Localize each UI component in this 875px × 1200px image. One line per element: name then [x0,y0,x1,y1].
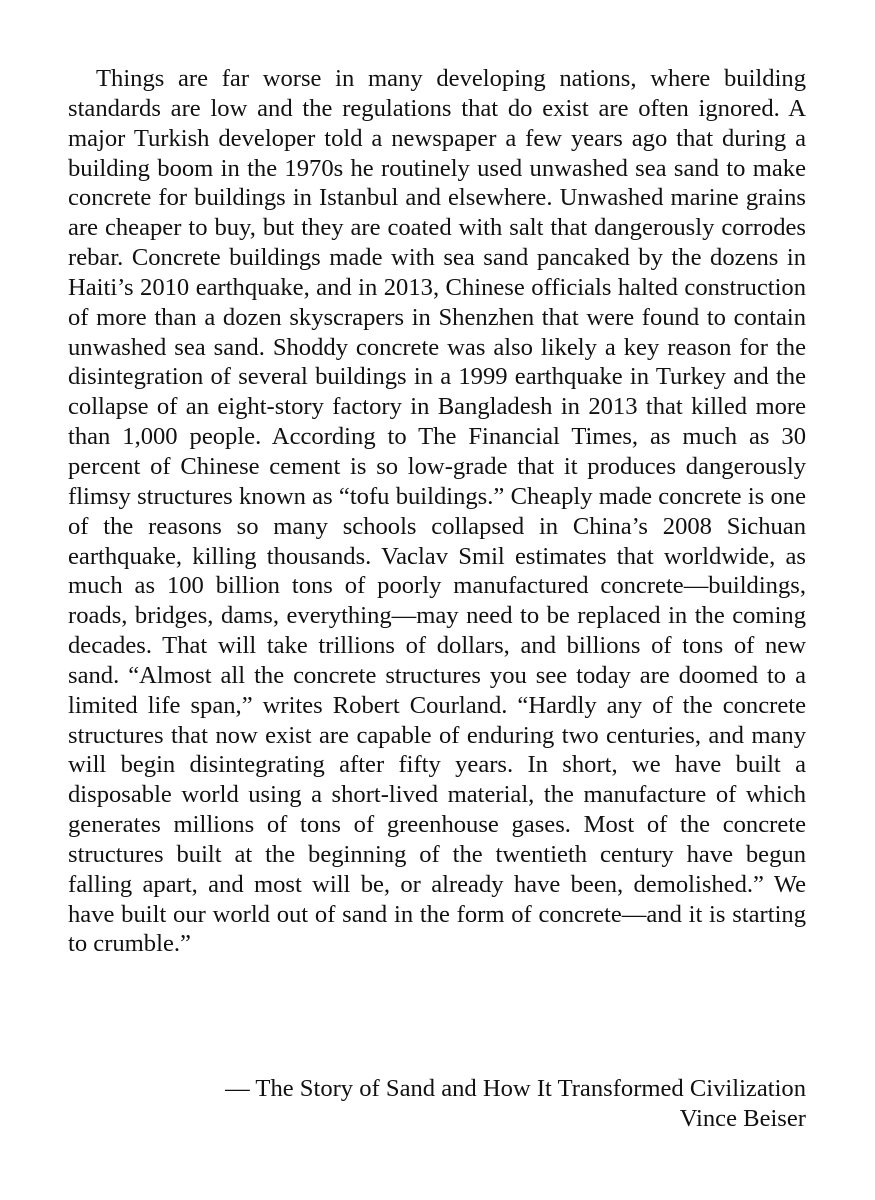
attribution [68,1074,806,1134]
attribution-author: Vince Beiser [679,1105,806,1132]
attribution-source: — The Story of Sand and How It Transformed Civilization [225,1075,806,1102]
quote-paragraph: Things are far worse in many developing nations, where building standards are low and the regulations that do exist are often ignored. A major Turkish developer told a newspaper a few years ago that during a building boom in the 1970s he routinely used unwashed sea sand to make concrete for buildings in Istanbul and elsewhere. Unwashed marine grains are cheaper to buy, but they are coated with salt that dangerously corrodes rebar. Concrete buildings made with sea sand pancaked by the dozens in Haiti’s 2010 earthquake, and in 2013, Chinese officials halted construction of more than a dozen skyscrapers in Shenzhen that were found to contain unwashed sea sand. Shoddy concrete was also likely a key reason for the disintegration of several buildings in a 1999 earthquake in Turkey and the collapse of an eight-story factory in Bangladesh in 2013 that killed more than 1,000 people. According to The Financial Times, as much as 30 percent of Chinese cement is so low-grade that it produces dangerously flimsy structures known as “tofu buildings.” Cheaply made concrete is one of the reasons so many schools collapsed in China’s 2008 Sichuan earthquake, killing thousands. Vaclav Smil estimates that worldwide, as much as 100 billion tons of poorly manufactured concrete—buildings, roads, bridges, dams, everything—may need to be replaced in the coming decades. That will take trillions of dollars, and billions of tons of new sand. “Almost all the concrete structures you see today are doomed to a limited life span,” writes Robert Courland. “Hardly any of the concrete structures that now exist are capable of enduring two centuries, and many will begin disintegrating after fifty years. In short, we have built a disposable world using a short-lived material, the manufacture of which generates millions of tons of greenhouse gases. Most of the concrete structures built at the beginning of the twentieth century have begun falling apart, and most will be, or already have been, demolished.” We have built our world out of sand in the form of concrete—and it is starting to crumble.” [68,65,806,958]
